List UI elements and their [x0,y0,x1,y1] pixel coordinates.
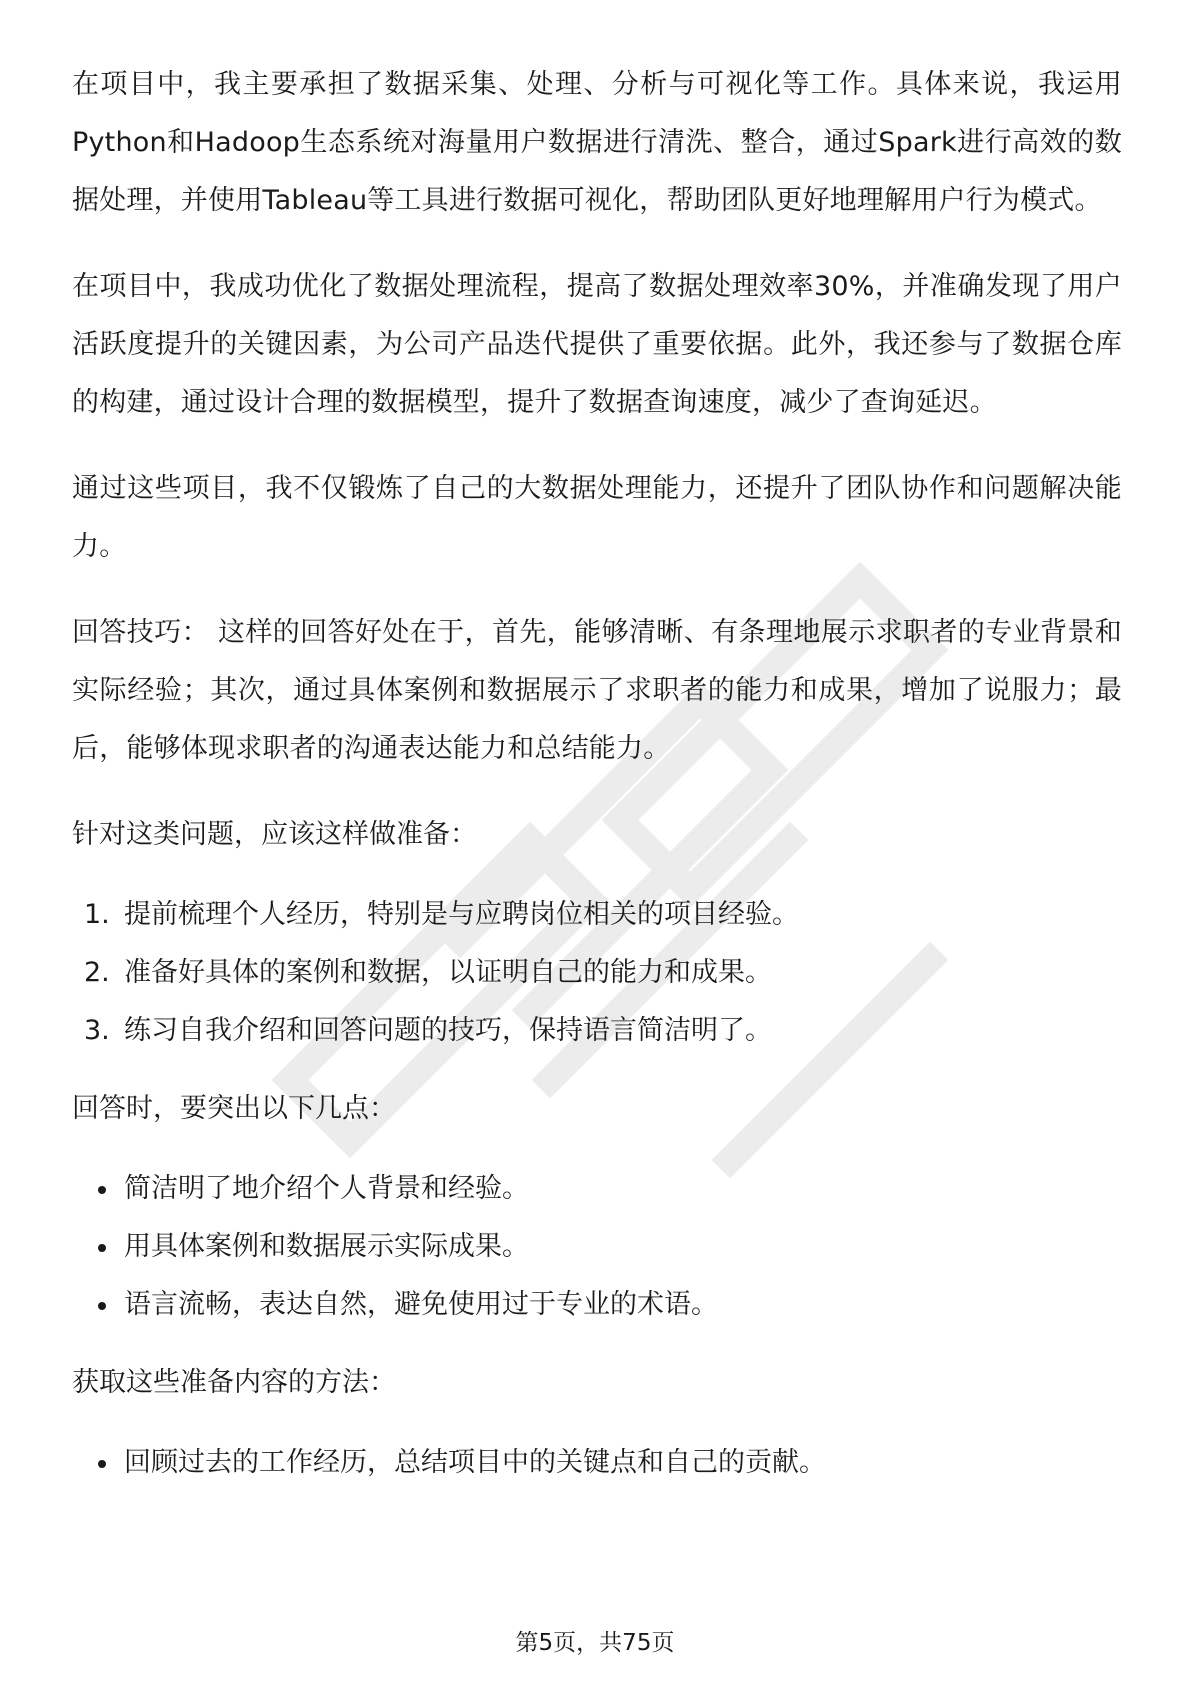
list-number: 2. [84,957,110,988]
list-item [72,1002,1122,1060]
paragraph-answer-tips: 回答技巧： 这样的回答好处在于，首先，能够清晰、有条理地展示求职者的专业背景和实际经验；其次，通过具体案例和数据展示了求职者的能力和成果，增加了说服力；最后，能够体现求职者的沟通表达能力和总结能力。 [72,617,1122,764]
paragraph-project-growth: 通过这些项目，我不仅锻炼了自己的大数据处理能力，还提升了团队协作和问题解决能力。 [72,473,1122,562]
list-number: 3. [84,1015,110,1046]
list-item-text: 回顾过去的工作经历，总结项目中的关键点和自己的贡献。 [124,1447,826,1478]
list-item-text: 准备好具体的案例和数据，以证明自己的能力和成果。 [124,957,772,988]
paragraph-project-results: 在项目中，我成功优化了数据处理流程，提高了数据处理效率30%，并准确发现了用户活跃度提升的关键因素，为公司产品迭代提供了重要依据。此外，我还参与了数据仓库的构建，通过设计合理的数据模型，提升了数据查询速度，减少了查询延迟。 [72,271,1122,418]
list-number: 1. [84,899,110,930]
list-item [72,1276,1122,1334]
list-item [72,1218,1122,1276]
list-item-text: 练习自我介绍和回答问题的技巧，保持语言简洁明了。 [124,1015,772,1046]
page-number-footer: 第5页，共75页 [515,1630,675,1656]
list-item-text: 简洁明了地介绍个人背景和经验。 [124,1173,529,1204]
paragraph-project-role: 在项目中，我主要承担了数据采集、处理、分析与可视化等工作。具体来说，我运用Python和Hadoop生态系统对海量用户数据进行清洗、整合，通过Spark进行高效的数据处理，并使用Tableau等工具进行数据可视化，帮助团队更好地理解用户行为模式。 [72,69,1122,216]
bullet-icon [98,1302,106,1310]
list-item [72,944,1122,1002]
list-item [72,1160,1122,1218]
list-item [72,886,1122,944]
bullet-icon [98,1186,106,1194]
methods-heading: 获取这些准备内容的方法： [72,1367,396,1398]
list-item-text: 用具体案例和数据展示实际成果。 [124,1231,529,1262]
prep-list [72,886,1122,1060]
list-item-text: 提前梳理个人经历，特别是与应聘岗位相关的项目经验。 [124,899,799,930]
document-body [72,56,1122,1512]
list-item-text: 语言流畅，表达自然，避免使用过于专业的术语。 [124,1289,718,1320]
list-item [72,1434,1122,1492]
bullet-icon [98,1460,106,1468]
methods-list [72,1434,1122,1492]
points-heading: 回答时，要突出以下几点： [72,1093,396,1124]
prep-heading: 针对这类问题，应该这样做准备： [72,819,477,850]
bullet-icon [98,1244,106,1252]
points-list [72,1160,1122,1334]
